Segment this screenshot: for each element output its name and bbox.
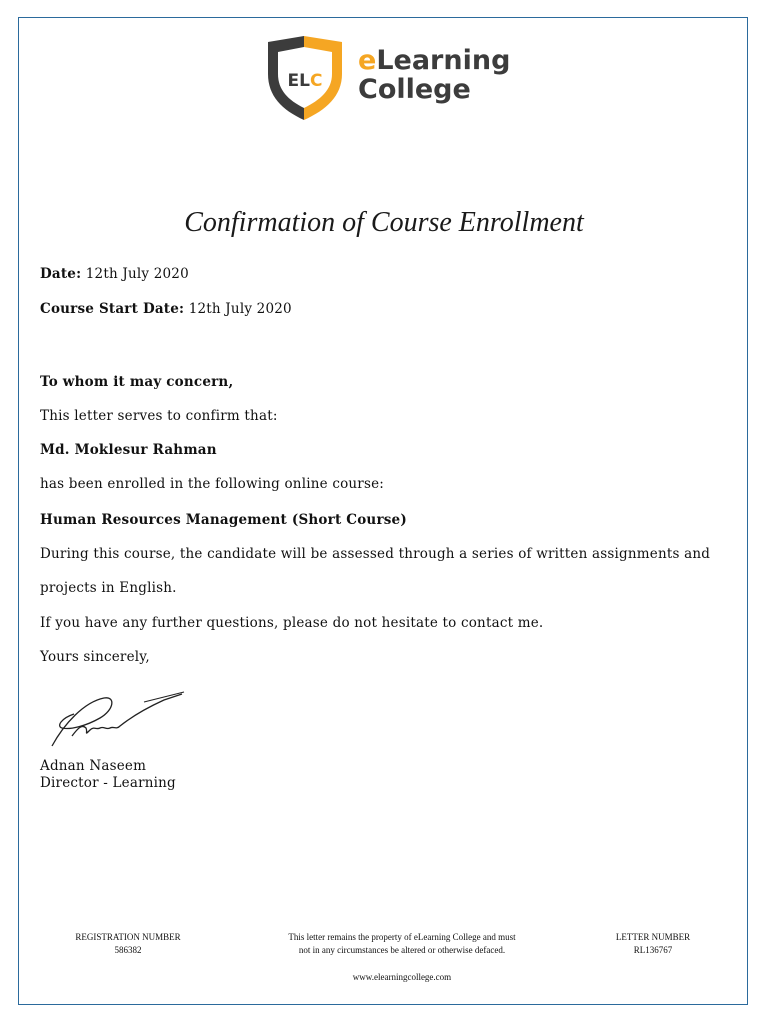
letter-number-block bbox=[600, 931, 706, 957]
start-date-value: 12th July 2020 bbox=[188, 301, 292, 317]
logo-e: e bbox=[358, 45, 377, 76]
logo-wordmark bbox=[358, 46, 510, 104]
questions-text: If you have any further questions, please do not hesitate to contact me. bbox=[40, 615, 544, 631]
logo-college: College bbox=[358, 74, 471, 105]
student-name: Md. Moklesur Rahman bbox=[40, 442, 217, 458]
signature-image bbox=[44, 684, 189, 754]
course-name: Human Resources Management (Short Course) bbox=[40, 512, 407, 528]
logo-learning: Learning bbox=[376, 45, 511, 76]
college-logo bbox=[264, 36, 514, 126]
registration-label: REGISTRATION NUMBER bbox=[75, 932, 181, 942]
assessment-text-line1: During this course, the candidate will be assessed through a series of written assignments and bbox=[40, 546, 711, 562]
signatory-title: Director - Learning bbox=[40, 775, 176, 791]
salutation: To whom it may concern, bbox=[40, 374, 234, 390]
website: www.elearningcollege.com bbox=[352, 972, 452, 982]
letter-number: RL136767 bbox=[633, 945, 673, 955]
intro-text: This letter serves to confirm that: bbox=[40, 408, 278, 424]
registration-number: 586382 bbox=[114, 945, 142, 955]
start-date-label: Course Start Date: bbox=[40, 301, 185, 317]
letter-border bbox=[18, 17, 748, 1005]
start-date-line bbox=[40, 301, 292, 317]
notice-line2: not in any circumstances be altered or otherwise defaced. bbox=[298, 945, 506, 955]
registration-block bbox=[50, 931, 206, 957]
closing-text: Yours sincerely, bbox=[40, 649, 150, 665]
notice-block bbox=[252, 931, 552, 957]
letter-number-label: LETTER NUMBER bbox=[615, 932, 691, 942]
enrolled-text: has been enrolled in the following online course: bbox=[40, 476, 385, 492]
date-line bbox=[40, 266, 189, 282]
notice-line1: This letter remains the property of eLearning College and must bbox=[288, 932, 516, 942]
signatory-name: Adnan Naseem bbox=[40, 758, 147, 774]
assessment-text-line2: projects in English. bbox=[40, 580, 177, 596]
shield-logo-icon bbox=[264, 36, 344, 124]
logo-badge-text: ELC bbox=[287, 71, 323, 91]
date-value: 12th July 2020 bbox=[85, 266, 189, 282]
letter-title: Confirmation of Course Enrollment bbox=[184, 207, 584, 238]
date-label: Date: bbox=[40, 266, 82, 282]
